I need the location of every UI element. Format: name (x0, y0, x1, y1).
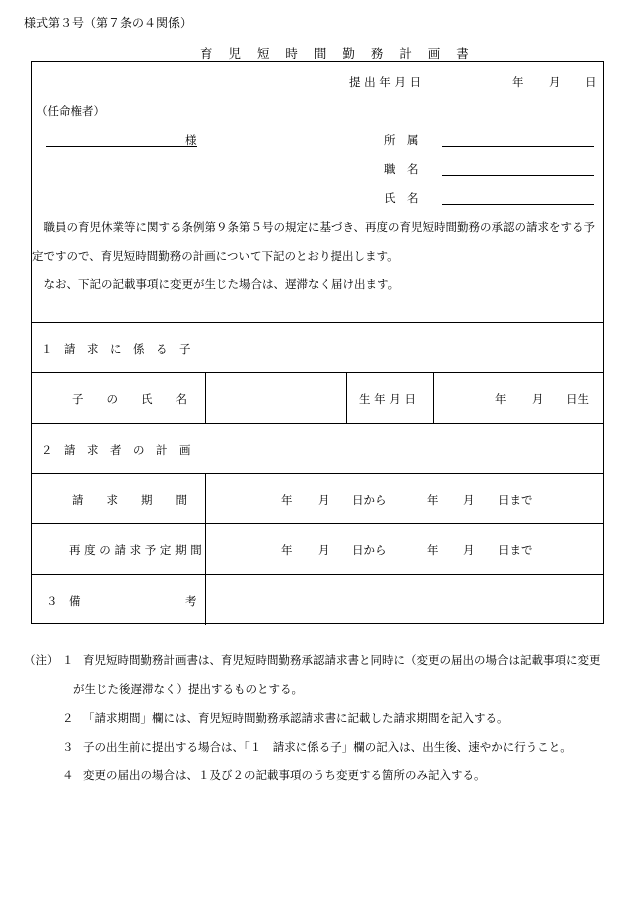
affiliation-label: 所 属 (384, 133, 419, 147)
period-start-day[interactable]: 日から (352, 493, 387, 507)
document-title: 育 児 短 時 間 勤 務 計 画 書 (200, 46, 475, 61)
note-4: 変更の届出の場合は、１及び２の記載事項のうち変更する箇所のみ記入する。 (83, 768, 486, 782)
birth-day[interactable]: 日生 (566, 392, 589, 406)
body-text-line-3: なお、下記の記載事項に変更が生じた場合は、遅滞なく届け出ます。 (32, 277, 400, 291)
reperiod-end-month[interactable]: 月 (463, 543, 475, 557)
reperiod-start-year[interactable]: 年 (281, 543, 293, 557)
birth-month[interactable]: 月 (532, 392, 544, 406)
period-start-month[interactable]: 月 (318, 493, 330, 507)
period-end-year[interactable]: 年 (427, 493, 439, 507)
child-name-field[interactable] (212, 374, 344, 421)
body-text-line-2: 定ですので、育児短時間勤務の計画について下記のとおり提出します。 (32, 249, 399, 263)
affiliation-field[interactable] (442, 146, 594, 147)
period-end-month[interactable]: 月 (463, 493, 475, 507)
reperiod-start-month[interactable]: 月 (318, 543, 330, 557)
birth-date-label: 生 年 月 日 (359, 392, 416, 406)
re-request-period-label: 再 度 の 請 求 予 定 期 間 (69, 543, 202, 557)
name-label: 氏 名 (384, 191, 419, 205)
notes-label: （注） (24, 653, 59, 667)
submission-day[interactable]: 日 (585, 75, 597, 89)
period-start-year[interactable]: 年 (281, 493, 293, 507)
note-1-line-1: 育児短時間勤務計画書は、育児短時間勤務承認請求書と同時に（変更の届出の場合は記載事項に変更 (83, 653, 601, 667)
section2-heading: ２ 請 求 者 の 計 画 (41, 443, 191, 457)
appointer-label: （任命権者） (36, 104, 105, 118)
section1-heading: １ 請 求 に 係 る 子 (41, 342, 191, 356)
reperiod-start-day[interactable]: 日から (352, 543, 387, 557)
body-text-line-1: 職員の育児休業等に関する条例第９条第５号の規定に基づき、再度の育児短時間勤務の承認の請求をする予 (32, 220, 596, 234)
form-box (31, 61, 604, 624)
name-field[interactable] (442, 204, 594, 205)
position-label: 職 名 (384, 162, 419, 176)
appointer-suffix: 様 (185, 133, 197, 147)
note-4-number: ４ (62, 768, 74, 782)
period-end-day[interactable]: 日まで (498, 493, 533, 507)
request-period-label: 請 求 期 間 (72, 493, 187, 507)
submission-year[interactable]: 年 (512, 75, 524, 89)
note-1-line-2: が生じた後遅滞なく）提出するものとする。 (73, 682, 303, 696)
note-3-number: ３ (62, 740, 74, 754)
position-field[interactable] (442, 175, 594, 176)
note-1-number: １ (62, 653, 74, 667)
remarks-heading: ３ 備 (46, 594, 81, 608)
remarks-heading-end: 考 (185, 594, 197, 608)
reperiod-end-year[interactable]: 年 (427, 543, 439, 557)
birth-year[interactable]: 年 (495, 392, 507, 406)
reperiod-end-day[interactable]: 日まで (498, 543, 533, 557)
submission-date-label: 提 出 年 月 日 (349, 75, 422, 89)
remarks-field[interactable] (212, 576, 600, 622)
child-name-label: 子 の 氏 名 (72, 392, 187, 406)
note-2-number: ２ (62, 711, 74, 725)
note-2: 「請求期間」欄には、育児短時間勤務承認請求書に記載した請求期間を記入する。 (83, 711, 509, 725)
note-3: 子の出生前に提出する場合は、「１ 請求に係る子」欄の記入は、出生後、速やかに行うこと。 (83, 740, 572, 754)
appointer-name-line[interactable] (46, 146, 197, 147)
form-number: 様式第３号（第７条の４関係） (24, 16, 193, 30)
submission-month[interactable]: 月 (549, 75, 561, 89)
